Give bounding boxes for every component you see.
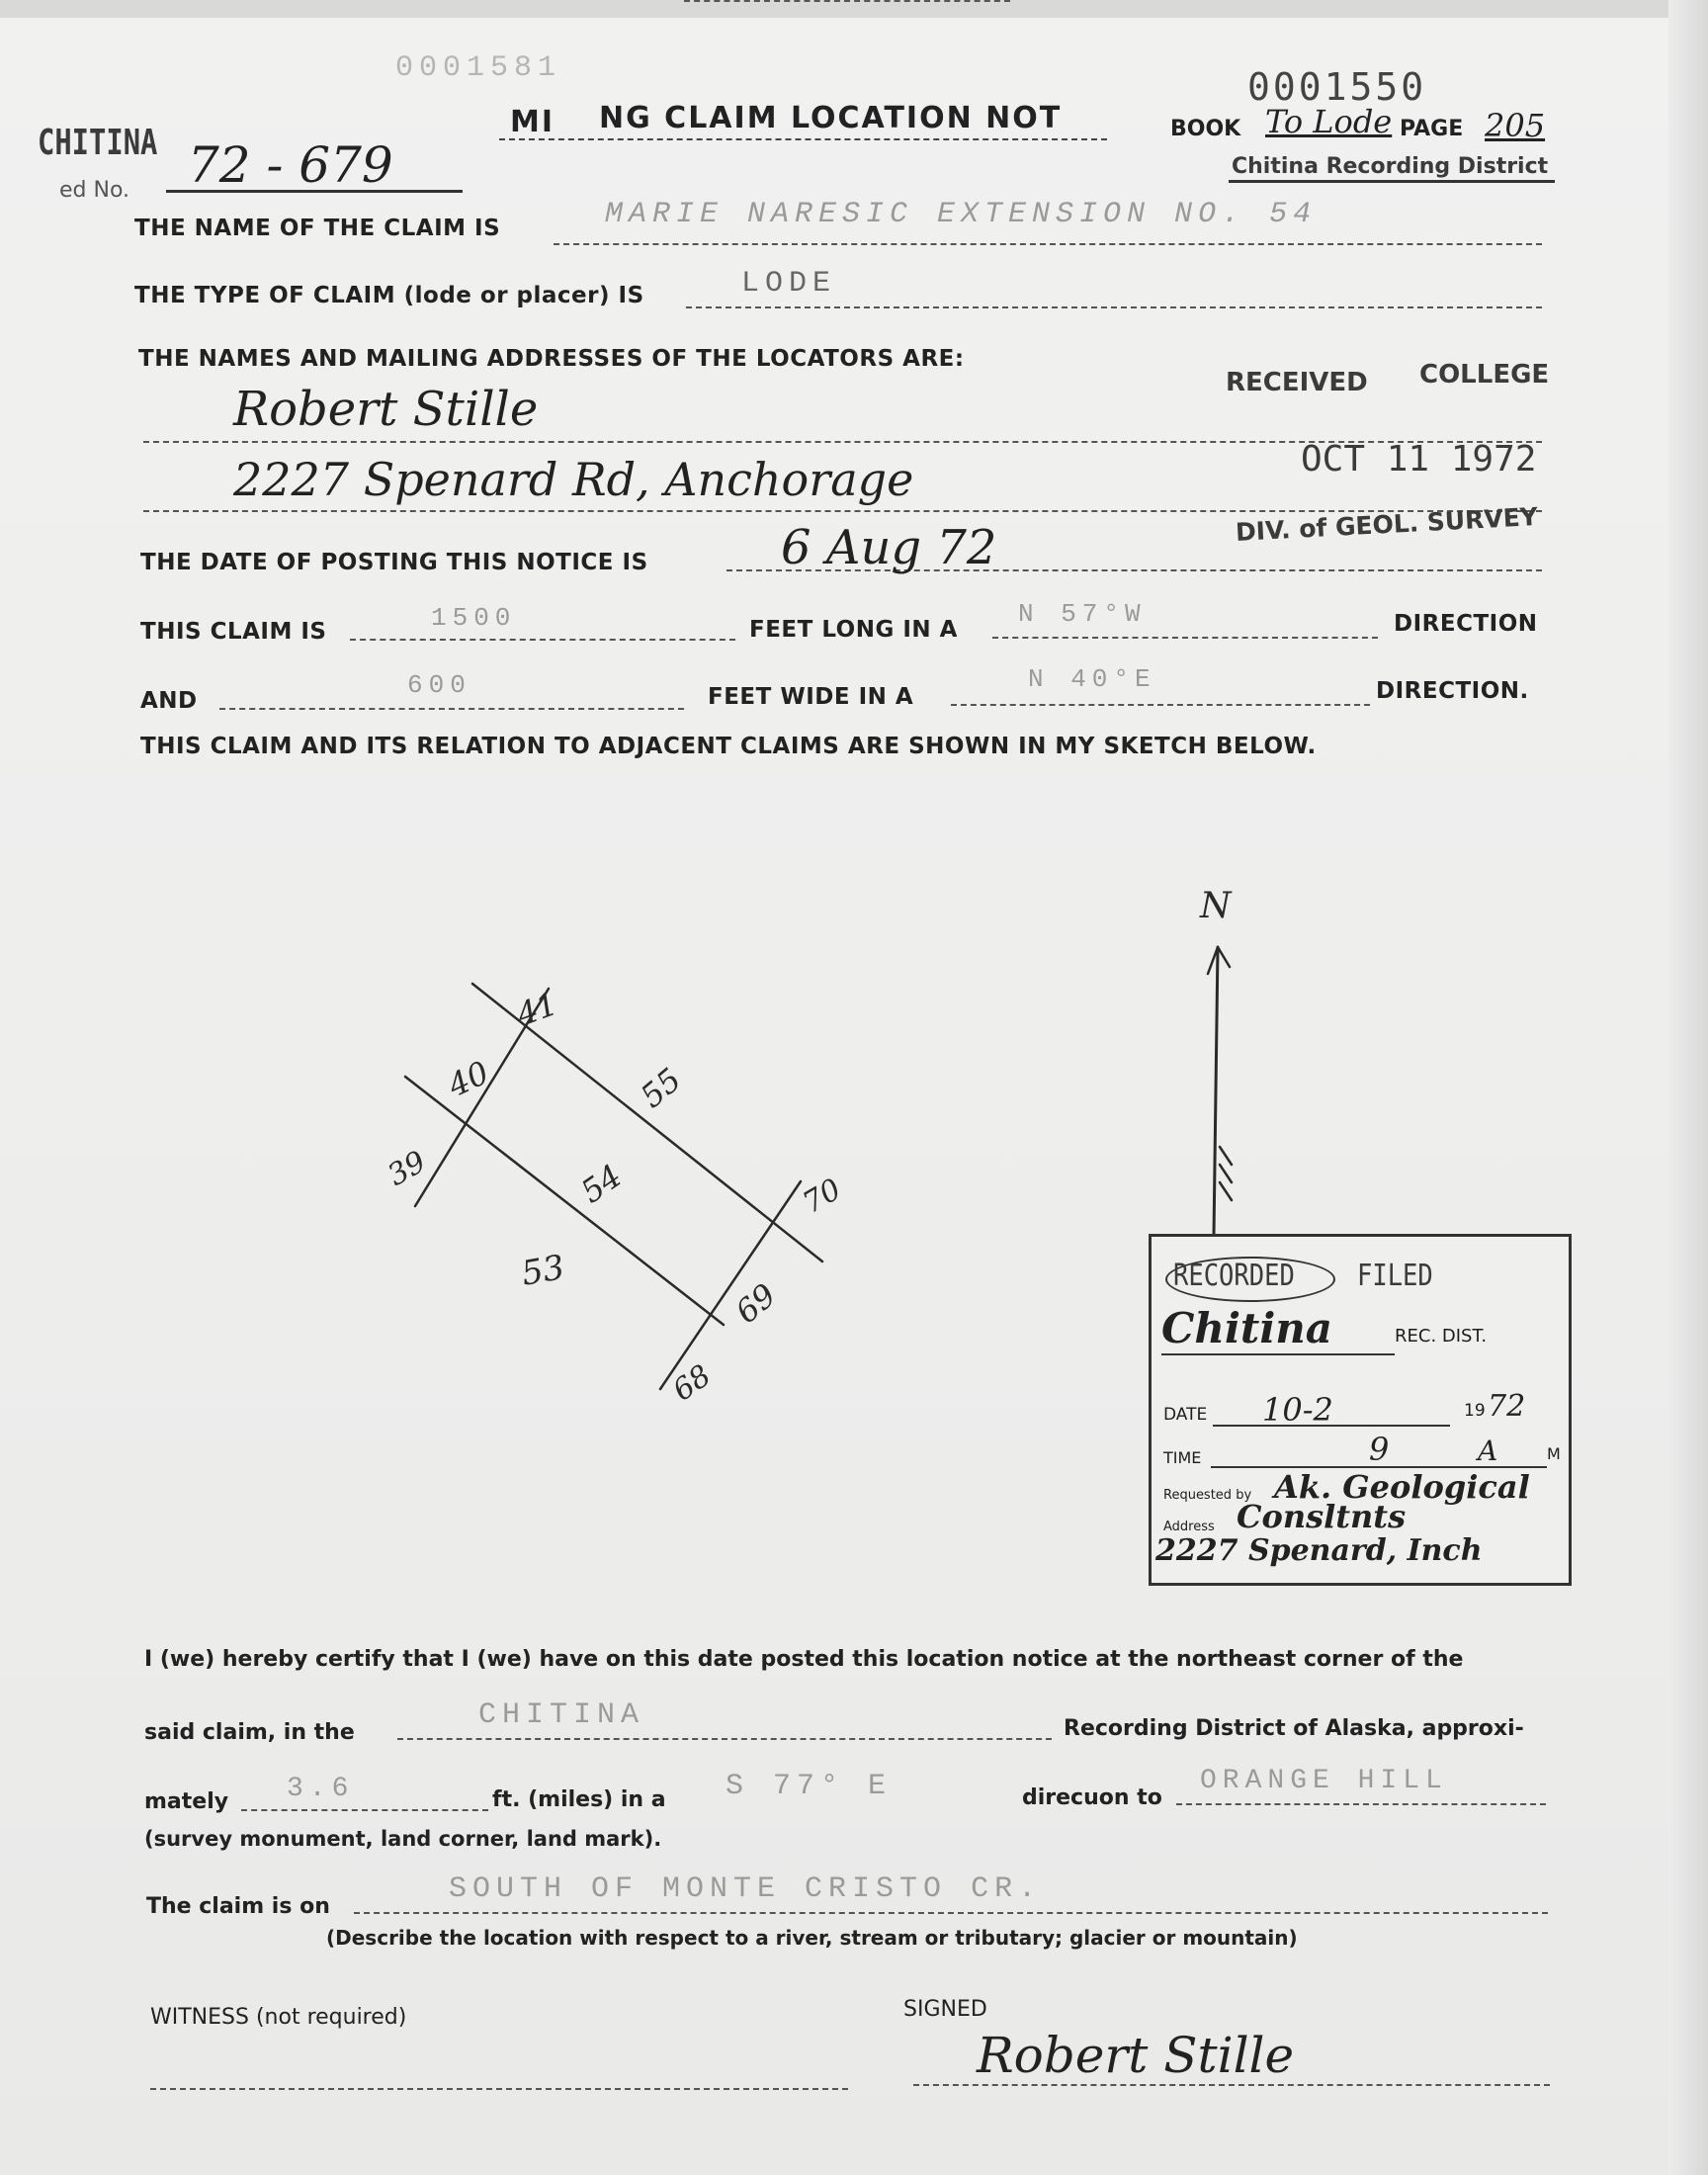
locator-address: 2227 Spenard Rd, Anchorage — [233, 453, 914, 506]
direction-to-label: direcuon to — [1022, 1785, 1162, 1810]
page-label: PAGE — [1400, 117, 1464, 141]
and-label: AND — [140, 688, 198, 714]
feet-long-label: FEET LONG IN A — [749, 617, 958, 643]
claim-number-53: 53 — [518, 1247, 568, 1294]
recorded-time-label: TIME — [1163, 1448, 1202, 1467]
length-value: 1500 — [431, 603, 517, 633]
address-line2: 2227 Spenard, Inch — [1155, 1533, 1483, 1568]
requested-by-label: Requested by — [1163, 1488, 1252, 1503]
describe-note: (Describe the location with respect to a river, stream or tributary; glacier or mountain) — [326, 1926, 1298, 1950]
received-stamp-label: RECEIVED — [1226, 368, 1368, 397]
north-label: N — [1200, 886, 1232, 926]
form-title-part2: NG CLAIM LOCATION NOT — [599, 101, 1063, 135]
recorded-time-ampm: A — [1478, 1435, 1498, 1467]
posting-date-label: THE DATE OF POSTING THIS NOTICE IS — [140, 550, 648, 575]
claim-on-value: SOUTH OF MONTE CRISTO CR. — [449, 1872, 1043, 1906]
claim-number-69: 69 — [727, 1275, 784, 1332]
landmark-note: (survey monument, land corner, land mark). — [144, 1827, 662, 1851]
direction-label-2: DIRECTION. — [1376, 678, 1529, 704]
recorded-label: RECORDED — [1173, 1259, 1295, 1293]
rec-dist-label: REC. DIST. — [1395, 1326, 1488, 1347]
distance-value: 3.6 — [287, 1774, 355, 1804]
recorded-date-label: DATE — [1163, 1405, 1208, 1425]
filed-number-value: 72 - 679 — [188, 136, 393, 194]
page-value: 205 — [1485, 107, 1546, 144]
bearing-value: S 77° E — [726, 1770, 893, 1803]
recorded-district: Chitina — [1161, 1304, 1333, 1352]
received-stamp-college: COLLEGE — [1419, 360, 1550, 390]
claim-number-40: 40 — [442, 1053, 495, 1105]
signed-label: SIGNED — [903, 1997, 987, 2022]
district-suffix: Recording District of Alaska, approxi- — [1064, 1716, 1524, 1741]
claim-name-label: THE NAME OF THE CLAIM IS — [134, 216, 501, 241]
requested-by-value: Ak. Geological — [1274, 1468, 1530, 1506]
claim-name-value: MARIE NARESIC EXTENSION NO. 54 — [605, 198, 1318, 231]
north-arrow-shaft — [1214, 947, 1218, 1236]
signature: Robert Stille — [977, 2027, 1295, 2084]
direction-label-1: DIRECTION — [1394, 611, 1538, 637]
document-number-stamp: 0001550 — [1247, 65, 1427, 109]
feet-wide-label: FEET WIDE IN A — [708, 684, 914, 710]
landmark-line — [1176, 1803, 1546, 1805]
said-claim-label: said claim, in the — [144, 1720, 355, 1745]
filed-number-label: ed No. — [59, 178, 130, 203]
units-label: ft. (miles) in a — [492, 1787, 666, 1812]
bearing-line — [684, 0, 1010, 2]
recording-district-stamp: Chitina Recording District — [1232, 154, 1549, 179]
claim-type-label: THE TYPE OF CLAIM (lode or placer) IS — [134, 283, 644, 308]
width-value: 600 — [407, 670, 471, 700]
recorded-date-value: 10-2 — [1262, 1391, 1333, 1429]
filed-label: FILED — [1357, 1259, 1433, 1293]
recorded-time-suffix: M — [1547, 1444, 1561, 1463]
claim-is-label: THIS CLAIM IS — [140, 619, 327, 645]
distance-line — [241, 1809, 488, 1811]
witness-label: WITNESS (not required) — [150, 2005, 407, 2030]
signature-line — [913, 2084, 1550, 2086]
recorded-stamp — [1149, 1234, 1572, 1586]
recorded-year-value: 72 — [1488, 1389, 1526, 1424]
faded-header-stamp: 0001581 — [395, 51, 562, 85]
locators-label: THE NAMES AND MAILING ADDRESSES OF THE LOCATORS ARE: — [138, 346, 965, 372]
claim-on-label: The claim is on — [146, 1894, 330, 1919]
form-title-part1: MI — [510, 105, 555, 139]
certification-line1: I (we) hereby certify that I (we) have on this date posted this location notice at the northeast corner of the — [144, 1647, 1464, 1672]
book-label: BOOK — [1170, 117, 1241, 141]
district-value: CHITINA — [478, 1698, 645, 1732]
recorded-district-line — [1161, 1353, 1395, 1355]
sketch-caption: THIS CLAIM AND ITS RELATION TO ADJACENT CLAIMS ARE SHOWN IN MY SKETCH BELOW. — [140, 734, 1317, 759]
posting-date-value: 6 Aug 72 — [781, 520, 997, 575]
district-line — [397, 1738, 1052, 1740]
book-value: To Lode — [1265, 103, 1393, 140]
locator-name: Robert Stille — [233, 382, 539, 437]
landmark-value: ORANGE HILL — [1200, 1766, 1448, 1796]
district-stamp: CHITINA — [38, 123, 158, 163]
claim-number-70: 70 — [797, 1172, 848, 1221]
claim-number-39: 39 — [382, 1144, 433, 1193]
recorded-year-prefix: 19 — [1464, 1401, 1486, 1421]
wide-direction-value: N 40°E — [1028, 664, 1156, 694]
claim-on-line — [354, 1912, 1548, 1914]
address-label: Address — [1163, 1520, 1215, 1534]
claim-number-55: 55 — [633, 1060, 689, 1116]
received-stamp-date: OCT 11 1972 — [1301, 439, 1537, 479]
address-line1: Consltnts — [1237, 1498, 1407, 1535]
claim-boundary-southwest — [405, 1077, 724, 1325]
received-stamp-division: DIV. of GEOL. SURVEY — [1235, 501, 1539, 547]
claim-number-54: 54 — [573, 1157, 629, 1211]
mately-label: mately — [144, 1789, 229, 1814]
claim-type-value: LODE — [741, 267, 837, 301]
claim-number-41: 41 — [511, 984, 562, 1034]
north-arrow-tail — [1220, 1147, 1232, 1200]
long-direction-value: N 57°W — [1018, 599, 1147, 629]
claim-boundary-southeast — [660, 1181, 801, 1389]
witness-line — [150, 2088, 848, 2090]
claim-number-68: 68 — [666, 1357, 718, 1409]
recorded-time-value: 9 — [1369, 1431, 1390, 1468]
